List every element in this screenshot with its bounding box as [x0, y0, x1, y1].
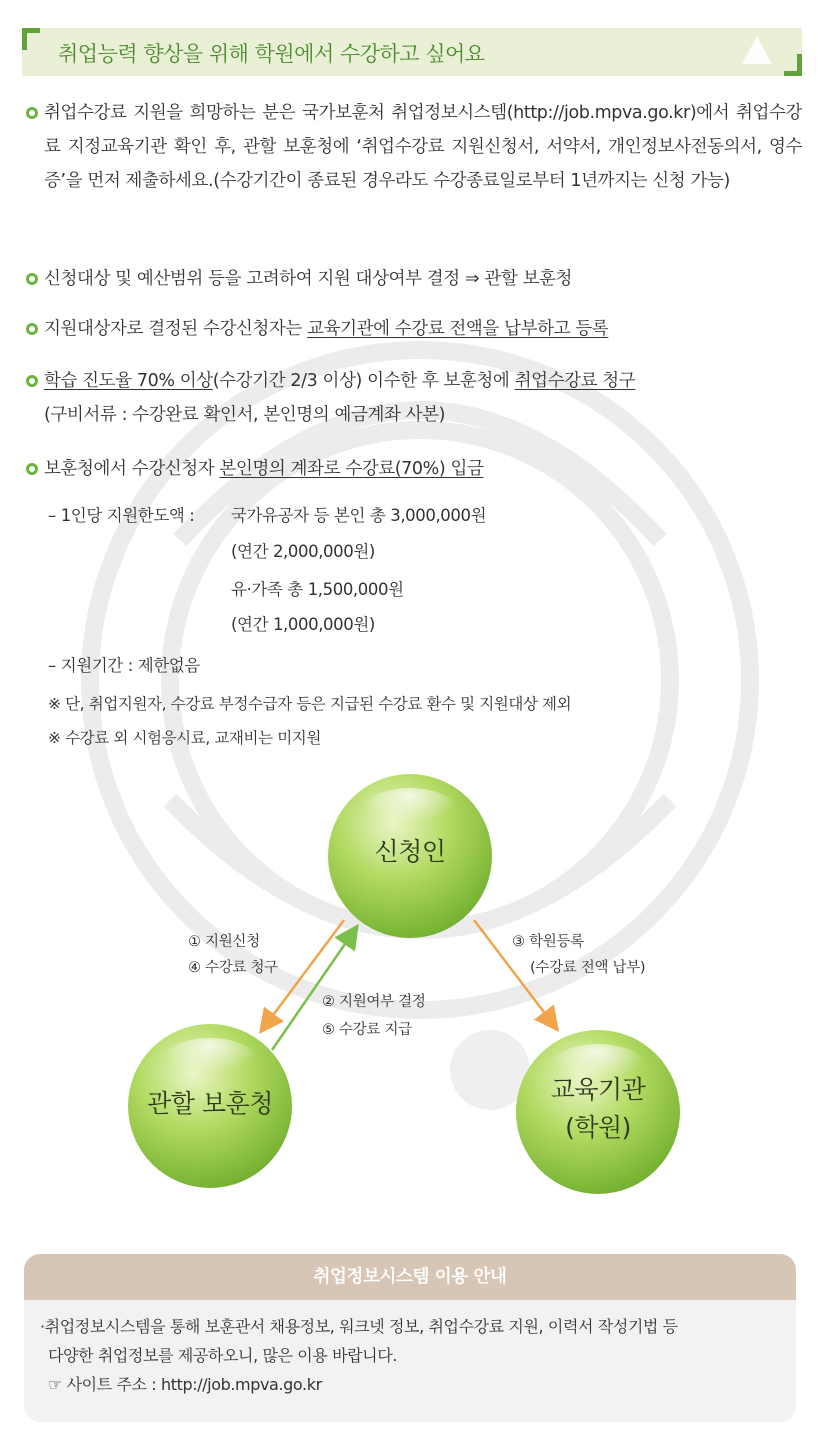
bullet-decision: [26, 262, 802, 296]
info-box-heading: 취업정보시스템 이용 안내: [24, 1254, 796, 1300]
step-3-note: (수강료 전액 납부): [530, 960, 646, 976]
bullet-circle-icon: [26, 273, 38, 285]
applicant-label: 신청인: [374, 837, 446, 866]
bullet-deposit: [26, 452, 802, 486]
step-3-label: ③ 학원등록: [512, 934, 584, 950]
step-5-label: ⑤ 수강료 지급: [322, 1022, 412, 1038]
info-line-2: 다양한 취업정보를 제공하오니, 많은 이용 바랍니다.: [48, 1346, 397, 1365]
process-diagram: [0, 770, 820, 1220]
bullet-register-underline: 교육기관에 수강료 전액을 납부하고 등록: [307, 319, 609, 339]
bullet-claim-underline-2: 취업수강료 청구: [514, 371, 636, 391]
info-line-1: ·취업정보시스템을 통해 보훈관서 채용정보, 워크넷 정보, 취업수강료 지원, 이력서 작성기법 등: [40, 1317, 678, 1336]
bullet-apply-text: 취업수강료 지원을 희망하는 분은 국가보훈처 취업정보시스템(http://job.mpva.go.kr)에서 취업수강료 지정교육기관 확인 후, 관할 보훈청에 ‘취업수강료 지원신청서, 서약서, 개인정보사전동의서, 영수증’을 먼저 제출하세요.(수강기간이 종료된 경우라도 수강종료일로부터 1년까지는 신청 가능): [44, 103, 802, 191]
bullet-register-text: 지원대상자로 결정된 수강신청자는: [44, 319, 308, 339]
bullet-circle-icon: [26, 463, 38, 475]
support-period: – 지원기간 : 제한없음: [48, 656, 200, 675]
limit-merit: 국가유공자 등 본인 총 3,000,000원: [231, 506, 487, 525]
triangle-decoration-icon: [740, 34, 774, 66]
page-title: 취업능력 향상을 위해 학원에서 수강하고 싶어요: [58, 42, 485, 66]
step-4-label: ④ 수강료 청구: [188, 960, 278, 976]
bullet-circle-icon: [26, 323, 38, 335]
bullet-register: [26, 312, 802, 346]
institution-sub-label: (학원): [565, 1113, 631, 1142]
institution-label: 교육기관: [550, 1075, 646, 1104]
bullet-deposit-text: 보훈청에서 수강신청자: [44, 459, 220, 479]
bullet-decision-text: 신청대상 및 예산범위 등을 고려하여 지원 대상여부 결정 ⇒ 관할 보훈청: [44, 269, 573, 289]
step-2-label: ② 지원여부 결정: [322, 994, 426, 1010]
corner-bracket-top-left: [22, 28, 40, 50]
corner-bracket-bottom-right: [784, 54, 802, 76]
info-box: [24, 1254, 796, 1422]
limit-family: 유·가족 총 1,500,000원: [231, 580, 404, 599]
limit-merit-annual: (연간 2,000,000원): [231, 542, 375, 561]
section-title-bar: [22, 28, 802, 76]
bullet-circle-icon: [26, 107, 38, 119]
bullet-claim-documents: (구비서류 : 수강완료 확인서, 본인명의 예금계좌 사본): [44, 405, 446, 425]
step-1-label: ① 지원신청: [188, 934, 260, 950]
bullet-claim-text: (수강기간 2/3 이상) 이수한 후 보훈청에: [212, 371, 515, 391]
bullet-circle-icon: [26, 375, 38, 387]
bullet-claim-underline-1: 학습 진도율 70% 이상: [44, 371, 213, 391]
note-exclusion: ※ 단, 취업지원자, 수강료 부정수급자 등은 지급된 수강료 환수 및 지원대상 제외: [48, 695, 572, 713]
note-not-supported: ※ 수강료 외 시험응시료, 교재비는 미지원: [48, 729, 321, 747]
bullet-deposit-underline: 본인명의 계좌로 수강료(70%) 입금: [219, 459, 484, 479]
bullet-claim: [26, 364, 802, 432]
limit-label: – 1인당 지원한도액 :: [48, 506, 195, 525]
bullet-apply: [26, 96, 802, 198]
office-label: 관할 보훈청: [147, 1089, 273, 1118]
info-site-link[interactable]: ☞ 사이트 주소 : http://job.mpva.go.kr: [48, 1375, 322, 1394]
limit-family-annual: (연간 1,000,000원): [231, 615, 375, 634]
